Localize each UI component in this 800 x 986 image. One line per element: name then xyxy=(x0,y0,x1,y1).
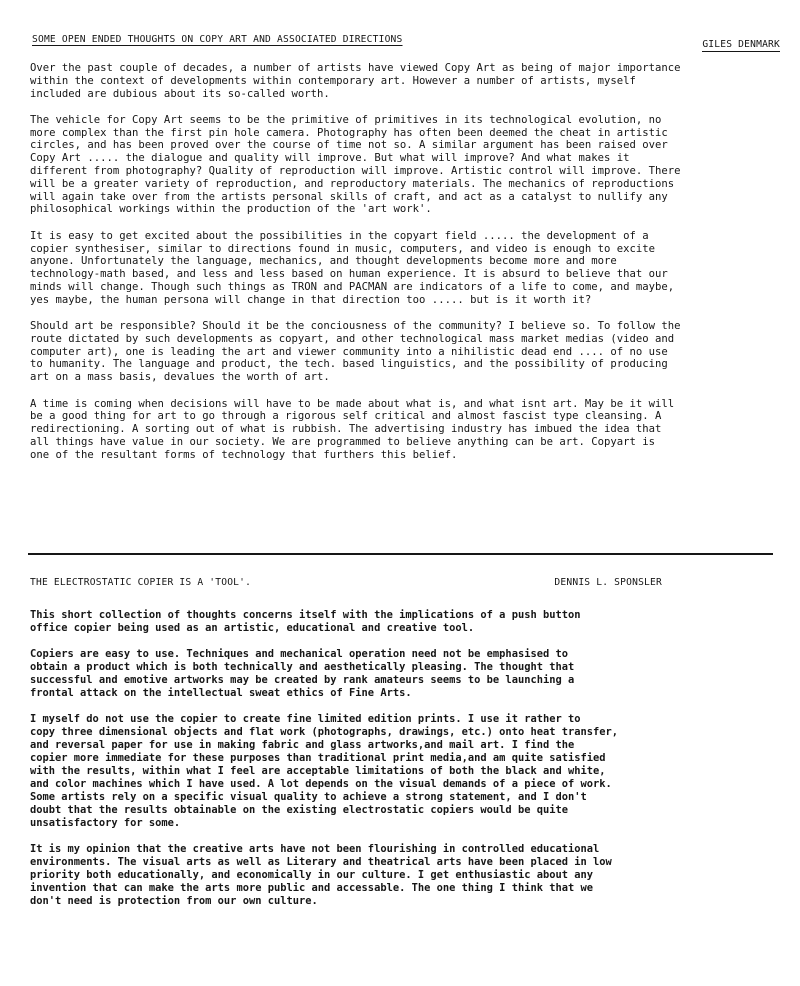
article-1-paragraph: Over the past couple of decades, a number of artists have viewed Copy Art as being of major importance within the context of developments within contemporary art. However a number of artists, myself included are dubious about its so-called worth. xyxy=(30,62,681,100)
article-1-header xyxy=(32,34,780,54)
article-2-title: THE ELECTROSTATIC COPIER IS A 'TOOL'. xyxy=(30,577,252,588)
article-2-author: DENNIS L. SPONSLER xyxy=(554,577,662,588)
article-1-paragraph: A time is coming when decisions will have to be made about what is, and what isnt art. May be it will be a good thing for art to go through a rigorous self critical and almost fascist type cleansing. A redirectioning. A sorting out of what is rubbish. The advertising industry has imbued the idea that all things have value in our society. We are programmed to believe anything can be art. Copyart is one of the resultant forms of technology that furthers this belief. xyxy=(30,397,675,461)
article-1-paragraph: It is easy to get excited about the possibilities in the copyart field ..... the development of a copier synthesiser, similar to directions found in music, computers, and video is enough to excite anyone. Unfortunately the language, mechanics, and thought developments become more and more technology-math based, and less and less based on human experience. It is absurd to believe that our minds will change. Though such things as TRON and PACMAN are indicators of a life to come, and maybe, yes maybe, the human persona will change in that direction too ..... but is it worth it? xyxy=(30,229,675,306)
article-1-paragraph: Should art be responsible? Should it be the conciousness of the community? I believe so. To follow the route dictated by such developments as copyart, and other technological mass market medias (video and computer art), one is leading the art and viewer community into a nihilistic dead end .... of no use to humanity. The language and product, the tech. based linguistics, and the possibility of producing art on a mass basis, devalues the worth of art. xyxy=(30,320,681,384)
article-2-body xyxy=(30,609,780,921)
article-1-body xyxy=(30,62,780,475)
section-divider xyxy=(28,553,773,555)
article-2-paragraph: This short collection of thoughts concerns itself with the implications of a push button office copier being used as an artistic, educational and creative tool. xyxy=(30,609,581,634)
article-1-author xyxy=(702,39,780,50)
article-2-header xyxy=(30,577,662,597)
article-2-paragraph: I myself do not use the copier to create fine limited edition prints. I use it rather to copy three dimensional objects and flat work (photographs, drawings, etc.) onto heat transfer, and reversal paper for use in making fabric and glass artworks,and mail art. I find the copier more immediate for these purposes than traditional print media,and am quite satisfied with the results, within what I feel are acceptable limitations of both the black and white, and color machines which I have used. A lot depends on the visual demands of a piece of work. Some artists rely on a specific visual quality to achieve a strong statement, and I don't doubt that the results obtainable on the existing electrostatic copiers would be quite unsatisfactory for some. xyxy=(30,713,619,829)
article-2-paragraph: It is my opinion that the creative arts have not been flourishing in controlled educational environments. The visual arts as well as Literary and theatrical arts have been placed in low priority both educationally, and economically in our culture. I get enthusiastic about any invention that can make the arts more public and accessable. The one thing I think that we don't need is protection from our own culture. xyxy=(30,843,612,907)
article-1-author-name: GILES DENMARK xyxy=(702,39,780,50)
article-1-title: SOME OPEN ENDED THOUGHTS ON COPY ART AND ASSOCIATED DIRECTIONS xyxy=(32,34,403,45)
article-2-paragraph: Copiers are easy to use. Techniques and mechanical operation need not be emphasised to obtain a product which is both technically and aesthetically pleasing. The thought that successful and emotive artworks may be created by rank amateurs seems to be launching a frontal attack on the intellectual sweat ethics of Fine Arts. xyxy=(30,648,575,700)
article-1-paragraph: The vehicle for Copy Art seems to be the primitive of primitives in its technological evolution, no more complex than the first pin hole camera. Photography has often been deemed the cheat in artistic circles, and has been proved over the course of time not so. A similar argument has been raised over Copy Art ..... the dialogue and quality will improve. But what will improve? And what makes it different from photography? Quality of reproduction will improve. Artistic control will improve. There will be a greater variety of reproduction, and reproductory materials. The mechanics of reproductions will again take over from the artists personal skills of craft, and act as a catalyst to nullify any philosophical workings within the production of the 'art work'. xyxy=(30,113,681,216)
